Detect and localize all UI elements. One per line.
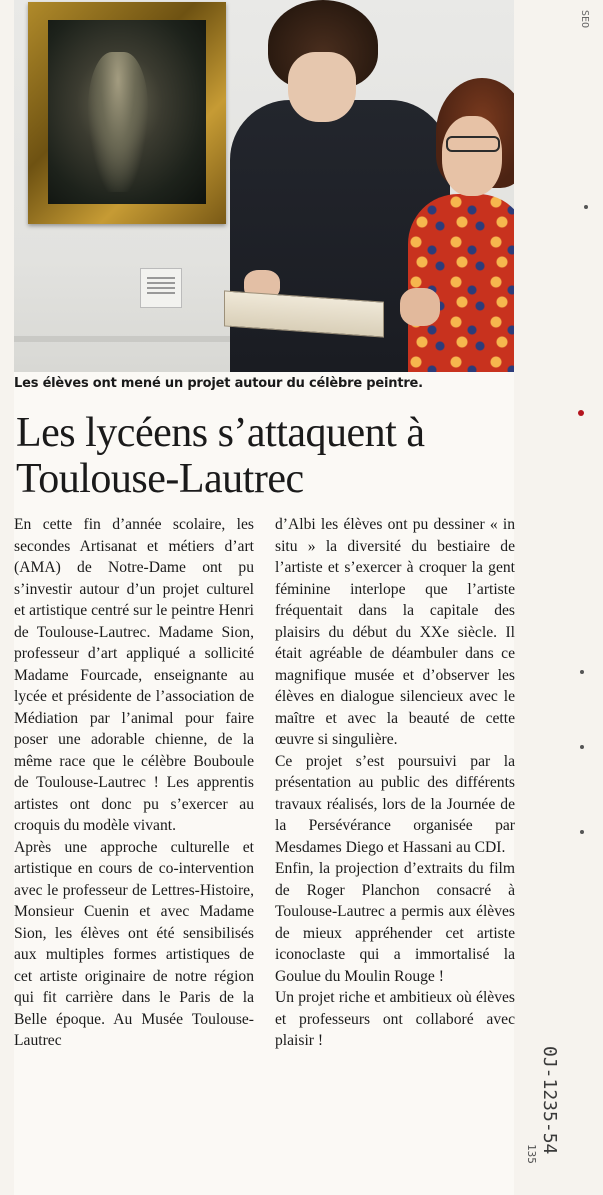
paragraph: Enfin, la projection d’extraits du film de Roger Planchon consacré à Toulouse-Lautrec a permis aux élèves de mieux appréhender cet artiste iconoclaste qui a immortalisé la Goulue du Moulin Rouge ! <box>275 860 515 985</box>
teacher-dress <box>408 194 514 372</box>
margin-dot <box>584 205 588 209</box>
painting-frame <box>28 2 226 224</box>
paragraph: Après une approche culturelle et artistique en cours de co-intervention avec le professeur de Lettres-Histoire, Monsieur Cuenin et avec Madame Sion, les élèves ont été sensibilisés aux multiples formes artistiques de cet artiste originaire de notre région qui fit carrière dans le Paris de la Belle époque. Au Musée Toulouse-Lautrec <box>14 838 254 1049</box>
margin-dot <box>578 410 584 416</box>
article-column-right <box>275 514 515 1052</box>
article-column-left <box>14 514 254 1052</box>
margin-dot <box>580 670 584 674</box>
teacher-hand <box>400 288 440 326</box>
margin-dot <box>580 745 584 749</box>
newspaper-clipping <box>14 0 514 1195</box>
article-headline: Les lycéens s’attaquent à Toulouse-Lautrec <box>16 410 425 502</box>
paragraph: d’Albi les élèves ont pu dessiner « in situ » la diversité du bestiaire de l’artiste et s’exercer à croquer la gent féminine interlope que l’artiste fréquentait dans la capitale des plaisirs du début du XXe siècle. Il était agréable de déambuler dans ce magnifique musée et d’observer les élèves en dialogue silencieux avec le maître et avec la beauté de cette œuvre si singulière. <box>275 516 515 748</box>
article-photo <box>14 0 514 372</box>
glasses-icon <box>446 136 500 152</box>
painting-figure <box>88 52 148 192</box>
margin-dot <box>580 830 584 834</box>
top-margin-mark: SEO <box>579 10 590 29</box>
teacher-figure <box>408 78 514 372</box>
photo-caption: Les élèves ont mené un projet autour du célèbre peintre. <box>14 376 423 391</box>
right-margin <box>515 0 603 1195</box>
archive-reference: 0J-1235-54 <box>539 1046 560 1155</box>
museum-label <box>140 268 182 308</box>
paragraph: Ce projet s’est poursuivi par la présentation au public des différents travaux réalisés, lors de la Journée de la Persévérance organisée par Mesdames Diego et Hassani au CDI. <box>275 752 515 856</box>
student-face <box>288 52 356 122</box>
paragraph: Un projet riche et ambitieux où élèves et professeurs ont collaboré avec plaisir ! <box>275 989 515 1049</box>
teacher-face <box>442 116 502 196</box>
paragraph: En cette fin d’année scolaire, les secondes Artisanat et métiers d’art (AMA) de Notre-Dame ont pu s’investir autour d’un projet culturel et artistique centré sur le peintre Henri de Toulouse-Lautrec. Madame Sion, professeur d’art appliqué a sollicité Madame Fourcade, enseignante au lycée et présidente de l’association de Médiation par l’animal pour faire poser une adorable chienne, de la même race que le célèbre Bouboule de Toulouse-Lautrec ! Les apprentis artistes ont donc pu s’exercer au croquis du modèle vivant. <box>14 516 254 834</box>
page-number: 135 <box>525 1144 538 1164</box>
